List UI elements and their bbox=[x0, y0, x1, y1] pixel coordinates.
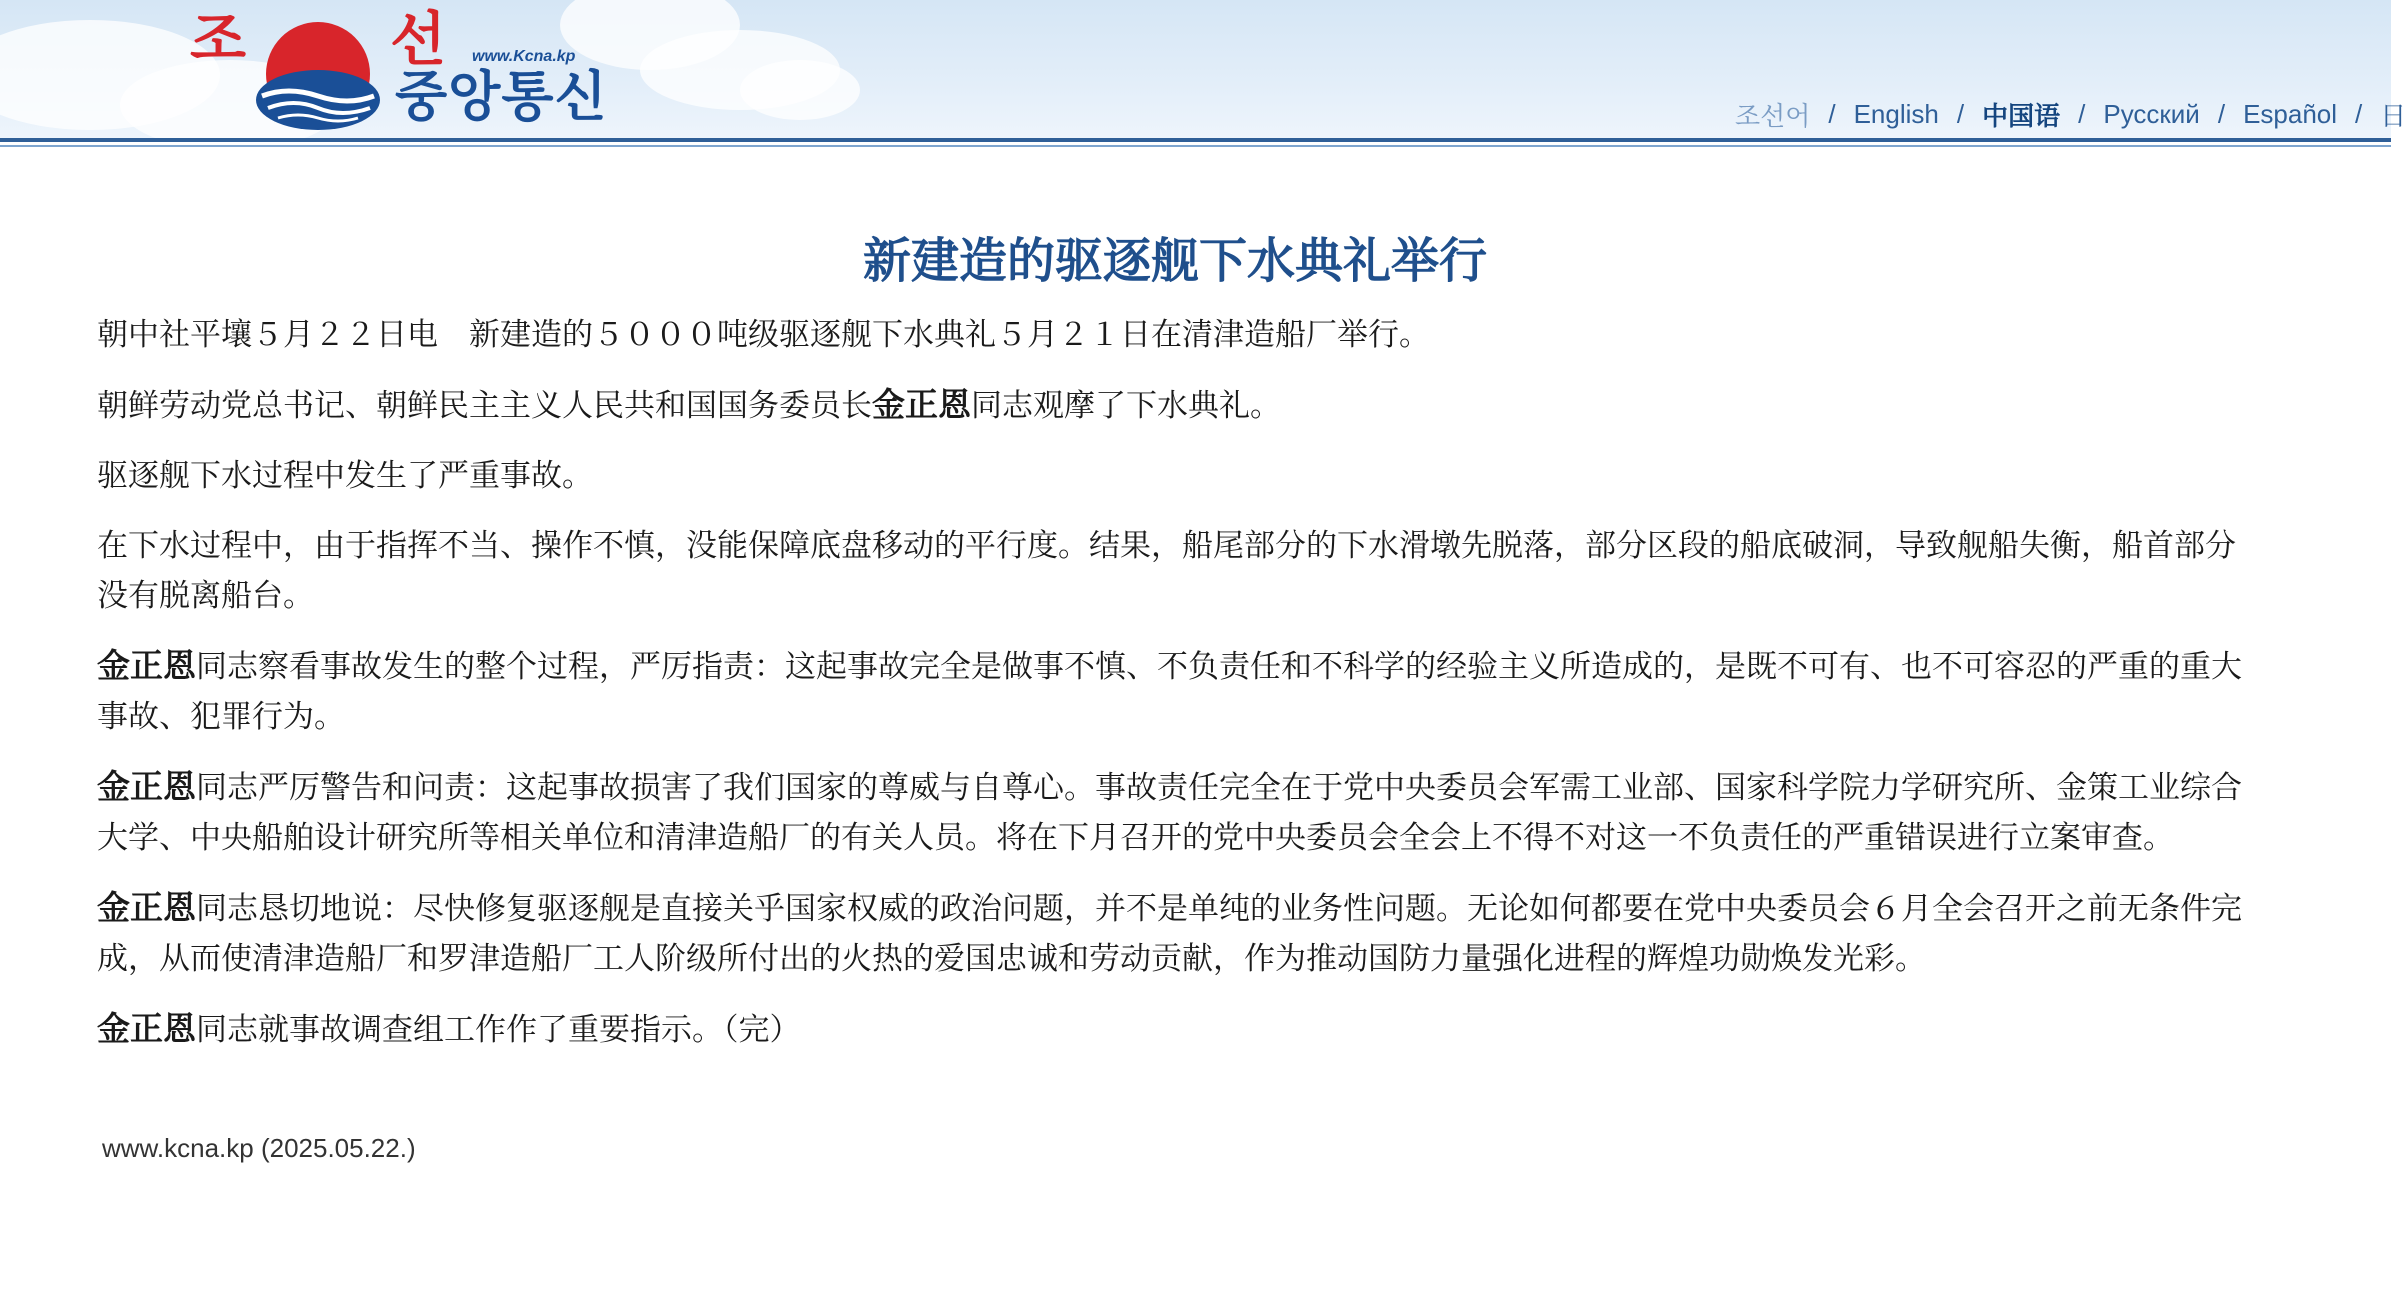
lang-separator: / bbox=[2217, 98, 2226, 129]
article-paragraph bbox=[97, 762, 2257, 863]
article-paragraph bbox=[97, 1004, 2257, 1055]
lang-separator: / bbox=[1956, 98, 1965, 129]
leader-name: 金正恩 bbox=[97, 1009, 196, 1048]
lang-link-korean[interactable]: 조선어 bbox=[1735, 100, 1811, 131]
article-paragraph bbox=[97, 451, 2257, 501]
logo-text-joongang-tongsin: 중앙통신 bbox=[395, 65, 608, 128]
logo-url: www.Kcna.kp bbox=[472, 48, 576, 65]
paragraph-text: 同志察看事故发生的整个过程，严厉指责：这起事故完全是做事不慎、不负责任和不科学的经验主义所造成的，是既不可有、也不可容忍的严重的重大事故、犯罪行为。 bbox=[97, 649, 2242, 735]
kcna-logo[interactable] bbox=[190, 5, 630, 132]
language-nav bbox=[1735, 96, 2406, 132]
header-divider bbox=[0, 138, 2391, 142]
lang-separator: / bbox=[2355, 98, 2363, 129]
lang-link-japanese[interactable]: 日 bbox=[2380, 100, 2406, 131]
leader-name: 金正恩 bbox=[97, 767, 196, 806]
paragraph-text: 同志严厉警告和问责：这起事故损害了我们国家的尊威与自尊心。事故责任完全在于党中央委员会军需工业部、国家科学院力学研究所、金策工业综合大学、中央船舶设计研究所等相关单位和清津造船厂的有关人员。将在下月召开的党中央委员会全会上不得不对这一不负责任的严重错误进行立案审查。 bbox=[97, 770, 2242, 856]
lang-link-chinese[interactable]: 中国语 bbox=[1982, 100, 2061, 131]
article-paragraph bbox=[97, 380, 2257, 431]
sun-wave-emblem-icon bbox=[258, 12, 378, 132]
logo-text-seon: 선 bbox=[390, 5, 447, 73]
paragraph-text: 同志观摩了下水典礼。 bbox=[971, 388, 1281, 424]
paragraph-text: 驱逐舰下水过程中发生了严重事故。 bbox=[97, 458, 593, 494]
paragraph-text: 朝中社平壤５月２２日电 新建造的５０００吨级驱逐舰下水典礼５月２１日在清津造船厂举行。 bbox=[97, 317, 1430, 353]
paragraph-text: 同志就事故调查组工作作了重要指示。（完） bbox=[196, 1012, 801, 1048]
article-paragraph bbox=[97, 883, 2257, 984]
cloud-decoration bbox=[740, 60, 860, 120]
lang-separator: / bbox=[1828, 98, 1836, 129]
logo-text-jo: 조 bbox=[190, 5, 247, 73]
lang-separator: / bbox=[2078, 98, 2086, 129]
leader-name: 金正恩 bbox=[97, 888, 196, 927]
lang-link-russian[interactable]: Русский bbox=[2103, 98, 2200, 129]
article-paragraph bbox=[97, 641, 2257, 742]
article-paragraph bbox=[97, 521, 2257, 621]
article-body bbox=[97, 310, 2257, 1075]
lang-link-english[interactable]: English bbox=[1853, 98, 1939, 129]
header-divider-thin bbox=[0, 145, 2391, 147]
leader-name: 金正恩 bbox=[97, 646, 196, 685]
site-header bbox=[0, 0, 2406, 140]
paragraph-text: 在下水过程中，由于指挥不当、操作不慎，没能保障底盘移动的平行度。结果，船尾部分的下水滑墩先脱落，部分区段的船底破洞，导致舰船失衡，船首部分没有脱离船台。 bbox=[97, 528, 2236, 614]
leader-name: 金正恩 bbox=[872, 385, 971, 424]
paragraph-text: 朝鲜劳动党总书记、朝鲜民主主义人民共和国国务委员长 bbox=[97, 388, 872, 424]
article-title: 新建造的驱逐舰下水典礼举行 bbox=[862, 233, 1487, 290]
article-paragraph bbox=[97, 310, 2257, 360]
paragraph-text: 同志恳切地说：尽快修复驱逐舰是直接关乎国家权威的政治问题，并不是单纯的业务性问题。无论如何都要在党中央委员会６月全会召开之前无条件完成，从而使清津造船厂和罗津造船厂工人阶级所付出的火热的爱国忠诚和劳动贡献，作为推动国防力量强化进程的辉煌功勋焕发光彩。 bbox=[97, 891, 2242, 977]
lang-link-spanish[interactable]: Español bbox=[2243, 98, 2338, 129]
article-source: www.kcna.kp (2025.05.22.) bbox=[102, 1133, 416, 1163]
